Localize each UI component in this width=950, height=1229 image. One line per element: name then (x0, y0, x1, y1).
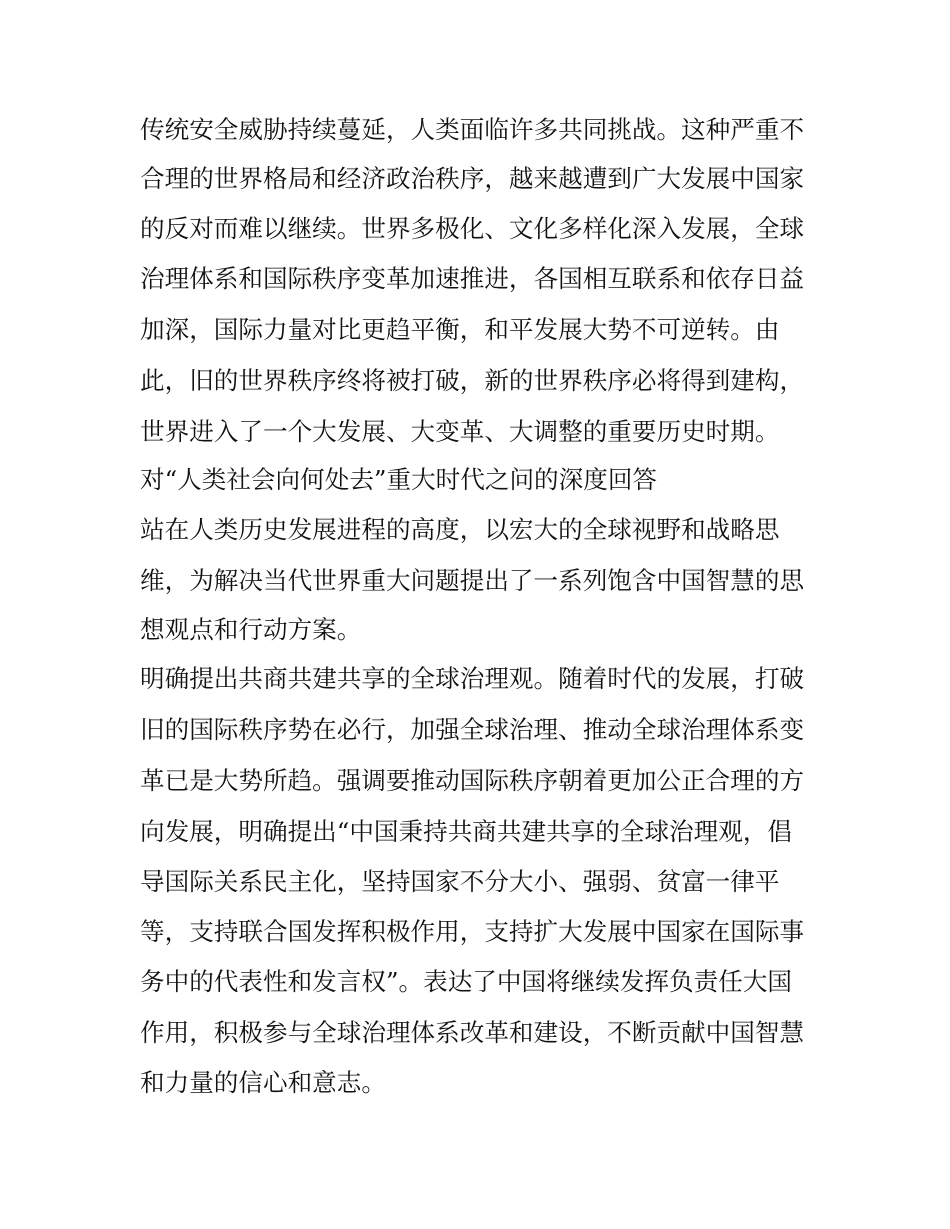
text-line: 等，支持联合国发挥积极作用，支持扩大发展中国家在国际事 (140, 917, 805, 946)
text-line: 导国际关系民主化，坚持国家不分大小、强弱、贫富一律平 (140, 867, 780, 896)
text-line: 传统安全威胁持续蔓延，人类面临许多共同挑战。这种严重不 (140, 115, 805, 144)
text-line: 站在人类历史发展进程的高度，以宏大的全球视野和战略思 (140, 515, 780, 544)
text-line: 明确提出共商共建共享的全球治理观。随着时代的发展，打破 (140, 664, 805, 693)
text-line: 和力量的信心和意志。 (140, 1068, 386, 1097)
text-line: 加深，国际力量对比更趋平衡，和平发展大势不可逆转。由 (140, 315, 780, 344)
text-line: 世界进入了一个大发展、大变革、大调整的重要历史时期。 (140, 417, 780, 446)
text-line: 的反对而难以继续。世界多极化、文化多样化深入发展，全球 (140, 214, 805, 243)
text-line: 此，旧的世界秩序终将被打破，新的世界秩序必将得到建构， (140, 366, 805, 395)
text-line: 革已是大势所趋。强调要推动国际秩序朝着更加公正合理的方 (140, 766, 805, 795)
text-line: 作用，积极参与全球治理体系改革和建设，不断贡献中国智慧 (140, 1018, 805, 1047)
text-line: 合理的世界格局和经济政治秩序，越来越遭到广大发展中国家 (140, 164, 805, 193)
text-line: 维，为解决当代世界重大问题提出了一系列饱含中国智慧的思 (140, 566, 805, 595)
text-line: 旧的国际秩序势在必行，加强全球治理、推动全球治理体系变 (140, 715, 805, 744)
text-line: 想观点和行动方案。 (140, 615, 362, 644)
text-line: 治理体系和国际秩序变革加速推进，各国相互联系和依存日益 (140, 264, 805, 293)
text-line: 向发展，明确提出“中国秉持共商共建共享的全球治理观，倡 (140, 817, 793, 846)
section-heading: 对“人类社会向何处去”重大时代之问的深度回答 (140, 465, 658, 494)
text-line: 务中的代表性和发言权”。表达了中国将继续发挥负责任大国 (140, 967, 793, 996)
